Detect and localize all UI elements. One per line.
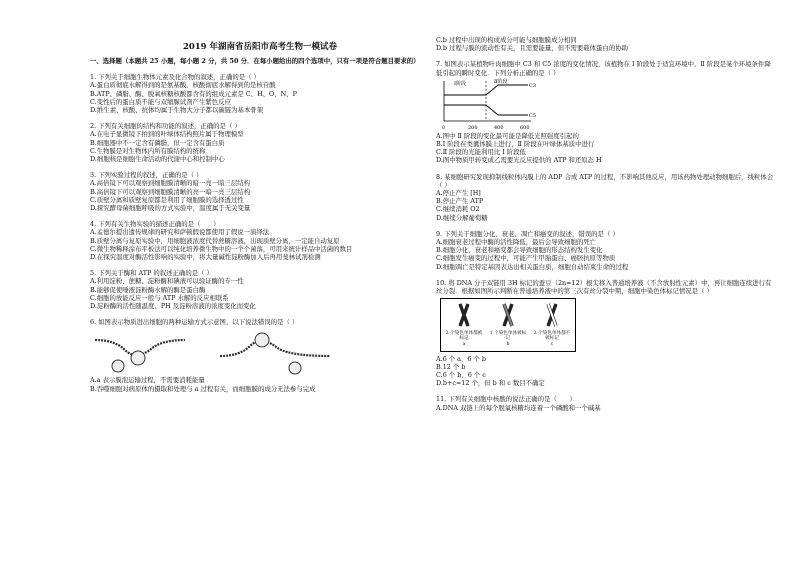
left-column	[90, 55, 430, 393]
answer-option: A.DNA 双链上的每个脱氧核糖均连着一个磷酸和一个碱基	[436, 403, 601, 412]
chromosome-caption: 2 个染色单体都不被标记	[533, 330, 571, 342]
question-stem: 5. 下列关于酶和 ATP 的叙述正确的是（ ）	[90, 269, 213, 278]
answer-option: B.吞噬细胞对病原体的摄取和处理与 a 过程有关，而细胞膜的成分无法参与完成	[90, 384, 316, 393]
answer-option: D.细胞凋亡是特定基因表达出相关蛋白质，细胞自动结束生命的过程	[436, 262, 629, 271]
answer-option: A.孟德尔提出遗传规律的研究和萨顿假说都使用了假说一演绎法	[90, 228, 270, 237]
chromosome-icon	[454, 302, 474, 328]
question-block	[90, 122, 430, 163]
question-stem: 3. 下列实验过程的叙述，正确的是（ ）	[90, 171, 203, 180]
question-block	[436, 36, 776, 52]
answer-option: C.质壁分离和质壁复原都是利用了细胞膜的选择透过性	[90, 195, 244, 204]
question-block	[90, 318, 430, 393]
answer-option: A.a 表示膜泡运输过程，不需要消耗能量	[90, 376, 205, 385]
question-stem: 4. 下列有关生物实验的描述正确的是（ ）	[90, 220, 220, 229]
x-tick-label: 0	[442, 124, 446, 131]
section-heading: 一、选择题（本题共 25 小题，每小题 2 分，共 50 分．在每小题给出的四个选项中，只有一项是符合题目要求的）	[90, 57, 420, 65]
answer-option: C.6 个 b，6 个 c	[436, 371, 486, 380]
answer-option: D.维生素、核酸、抗体均属于生物大分子都以碳链为基本骨架	[90, 106, 264, 115]
vesicle	[289, 362, 301, 374]
x-tick-label: 400	[494, 124, 504, 131]
answer-option: A.在电子显微镜下拍到的叶绿体结构照片属于物理模型	[90, 130, 244, 139]
question-stem: 9. 下列关于细胞分化、衰老、凋亡和癌变的叙述，错误的是（ ）	[436, 229, 619, 238]
c3-c5-curve-chart	[436, 77, 536, 132]
question-stem: 2. 下列有关细胞的结构和功能的叙述，正确的是（ ）	[90, 122, 241, 131]
answer-option: A.细胞衰老过程中酶的活性降低，最后会导致细胞的死亡	[436, 238, 597, 247]
membrane-b	[220, 341, 330, 356]
chromosome-icon	[498, 302, 518, 328]
phase-1-label: Ⅰ阶段	[454, 80, 466, 87]
series-label-c3: C3	[529, 82, 536, 89]
answer-option: B.细胞分化、衰老和癌变都会导致细胞的形态结构发生变化	[436, 246, 603, 255]
question-block	[90, 269, 430, 310]
answer-option: D.继续分解葡萄糖	[436, 213, 488, 222]
question-stem: 8. 某细胞研究发现抑制线粒体内膜上的 ADP 合成 ATP 的过程，不影响其他反应，用该药物处理动物细胞后，线粒体会（ ）	[436, 172, 774, 189]
answer-option: D.b 过程与膜的流动性有关，且需要能量，但不需要载体蛋白的协助	[436, 44, 628, 53]
question-block	[436, 60, 776, 164]
answer-option: D.在探究温度对酶活性影响的实验中，将大量碱性淀粉酶加入后再用斐林试剂检测	[90, 253, 321, 262]
answer-option: C.变性后的蛋白质不能与双缩脲试剂产生紫色反应	[90, 97, 231, 106]
x-tick-label: 600	[520, 124, 530, 131]
answer-option: B.12 个 b	[436, 362, 466, 371]
answer-option: B.停止产生 ATP	[436, 197, 484, 206]
chromosome-caption: 1 个染色单体被标记	[489, 330, 527, 342]
chromosome-caption: 2 个染色单体都被标记	[445, 330, 483, 342]
question-stem: C.b 过程中出现的构成成分可能与细胞膜成分相同	[436, 36, 577, 44]
question-block	[90, 220, 430, 261]
x-tick-label: 200	[468, 124, 478, 131]
vesicle	[112, 360, 124, 372]
answer-option: B.ATP、磷脂、酶、脱氧核糖核酸都含有的组成元素是 C、H、O、N、P	[90, 89, 297, 98]
answer-option: C.微生物稀释涂布平板法可以纯化培养微生物中的一个个菌落，可用来统计样品中活菌的数目	[90, 244, 353, 253]
right-column	[436, 36, 776, 412]
chromosome-cell	[444, 302, 484, 347]
question-block	[90, 73, 430, 114]
answer-option: A.6 个 a，6 个 b	[436, 354, 486, 363]
answer-option: C.Ⅱ 阶段的光能利用比 Ⅰ 阶段低	[436, 148, 526, 157]
answer-option: A.图中 Ⅱ 阶段的变化最可能是降低光照强度引起的	[436, 131, 579, 140]
answer-option: D.图中物质甲转变成乙需要光反应提供的 ATP 和还原态 H	[436, 156, 602, 165]
answer-option: A.停止产生 [H]	[436, 189, 481, 198]
answer-option: B.Ⅰ 阶段在类囊体膜上进行，Ⅱ 阶段在叶绿体基质中进行	[436, 140, 595, 149]
chromosome-letter: c	[550, 342, 554, 348]
answer-option: D.细胞核是细胞生命活动的代谢中心和控制中心	[90, 155, 225, 164]
answer-option: C.细胞的放能反应一般与 ATP 水解的反应相联系	[90, 293, 229, 302]
question-stem: 11. 下列有关细胞中核酸的说法正确的是（ ）	[436, 395, 577, 404]
question-block	[436, 395, 776, 411]
transport-diagram	[90, 326, 340, 376]
question-stem: 6. 如图表示物质进出细胞的两种运输方式示意图，以下说法错误的是（ ）	[90, 318, 299, 327]
chromosome-letter: b	[506, 342, 510, 348]
question-block	[436, 279, 776, 388]
chromosome-figure	[440, 298, 576, 351]
answer-option: B.细胞器中不一定含有磷脂，但一定含有蛋白质	[90, 138, 225, 147]
question-stem: 10. 将 DNA 分子双链用 3H 标记的蚕豆（2n=12）根尖移入普通培养液（不含放射性元素）中，再让细胞连续进行有丝分裂．根据如图所示判断在普通培养液中的第三次有丝分裂中期，细胞中染色体标记情况是（ ）	[436, 278, 772, 296]
question-block	[90, 171, 430, 212]
answer-option: C.细胞发生癌变的过程中，可能产生甲胎蛋白、癌胚抗原等物质	[436, 254, 616, 263]
answer-option: A.利用淀粉、蔗糖、淀粉酶和碘液可以验证酶的专一性	[90, 277, 244, 286]
question-stem: 7. 如图表示某植物叶肉细胞中 C3 和 C5 浓度的变化情况，该植物在 Ⅰ 阶段处于适宜环境中，Ⅱ 阶段是某个环境条件降低引起的瞬时变化．下列分析正确的是（ ）	[436, 60, 771, 77]
answer-option: D.淀粉酶的活性随温度、PH 及淀粉溶液的浓度变化而变化	[90, 302, 256, 311]
answer-option: A.高倍镜下可以观察到细胞膜清晰的暗一亮一暗三层结构	[90, 179, 251, 188]
vesicle	[255, 333, 269, 347]
answer-option: D.b+c=12 个，但 b 和 c 数目不确定	[436, 379, 545, 388]
question-block	[436, 173, 776, 222]
chromosome-cell	[488, 302, 528, 347]
series-label-c5: C5	[529, 112, 536, 119]
answer-option: A.蛋白质彻底水解得到的是氨基酸，核酸彻底水解得到的是核苷酸	[90, 81, 276, 90]
answer-option: B.能够促使唾液淀粉酶水解的酶是蛋白酶	[90, 285, 206, 294]
chromosome-icon	[542, 302, 562, 328]
page-title: 2019 年湖南省岳阳市高考生物一模试卷	[182, 42, 338, 52]
chromosome-cell	[532, 302, 572, 347]
chromosome-letter: a	[462, 342, 466, 348]
phase-2-label: Ⅱ阶段	[494, 78, 508, 85]
question-block	[436, 230, 776, 271]
answer-option: D.探究酵母菌细胞呼吸的方式实验中，温度属于无关变量	[90, 204, 251, 213]
answer-option: B.质壁分离与复原实验中，用细胞液浓度代替蔗糖溶液，出现质壁分离，一定能自动复原	[90, 236, 340, 245]
answer-option: C.生物膜是对生物体内所有膜结构的统称	[90, 146, 206, 155]
answer-option: C.继续消耗 O2	[436, 205, 480, 214]
vesicle	[131, 351, 145, 365]
question-stem: 1. 下列关于细胞生物体元素及化合物的叙述，正确的是（ ）	[90, 73, 260, 82]
answer-option: B.高倍镜下可以观察到细胞膜清晰的亮一暗一亮三层结构	[90, 187, 251, 196]
